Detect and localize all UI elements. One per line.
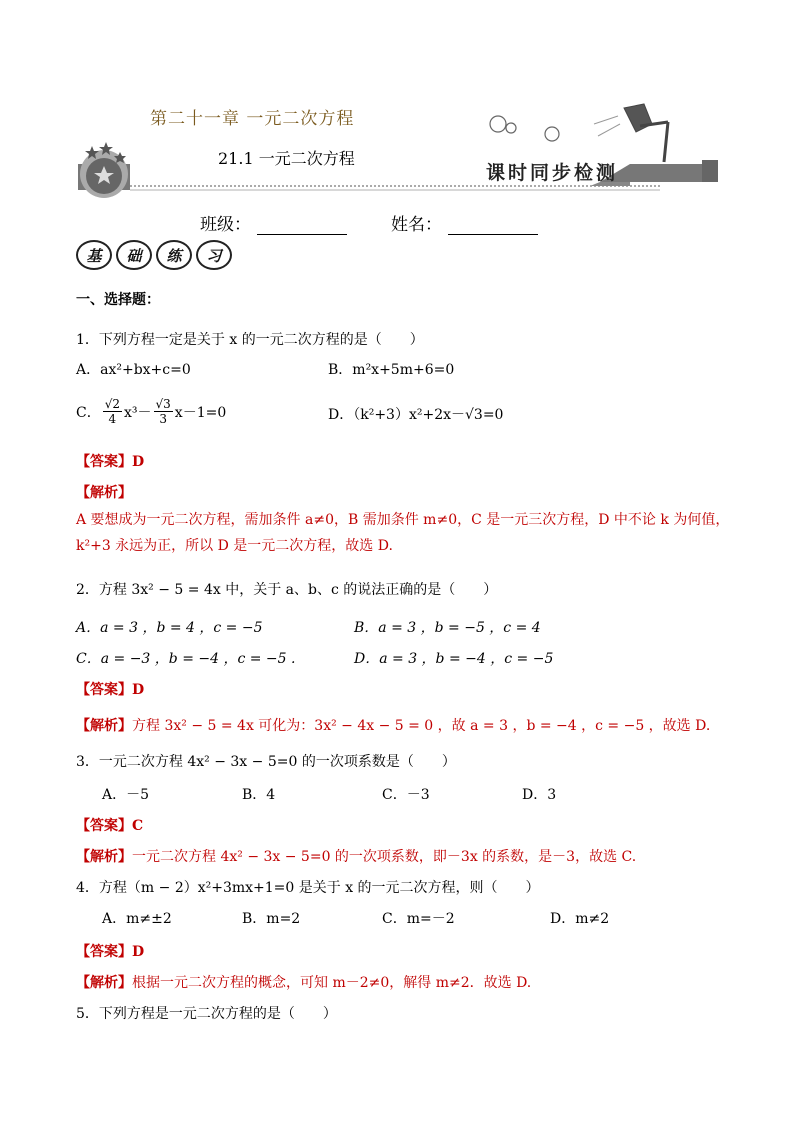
question-2-analysis-row xyxy=(76,715,710,735)
question-4-analysis: 根据一元二次方程的概念，可知 m－2≠0，解得 m≠2．故选 D. xyxy=(132,975,532,991)
question-3-option-a: A．－5 xyxy=(102,787,150,803)
question-1-analysis: A 要想成为一元二次方程，需加条件 a≠0，B 需加条件 m≠0，C 是一元三次方程，D 中不论 k 为何值，k²+3 永远为正，所以 D 是一元二次方程，故选 D. xyxy=(76,512,730,554)
class-blank[interactable] xyxy=(257,217,347,235)
question-2-option-a: A．a = 3 ，b = 4 ，c = −5 xyxy=(76,620,263,636)
question-3-analysis: 一元二次方程 4x² − 3x − 5=0 的一次项系数，即－3x 的系数，是－3，故选 C. xyxy=(132,849,637,865)
question-1-option-d: D．（k²+3）x²+2x－√3=0 xyxy=(328,407,504,423)
question-2-analysis-label: 【解析】 xyxy=(76,718,132,734)
question-4-analysis-label: 【解析】 xyxy=(76,975,132,991)
basic-practice-badges xyxy=(76,240,232,270)
chapter-title: 第二十一章 一元二次方程 xyxy=(150,109,355,129)
class-label: 班级： xyxy=(200,215,251,235)
question-2-option-b: B．a = 3 ，b = −5 ，c = 4 xyxy=(354,620,541,636)
question-4-option-d: D．m≠2 xyxy=(550,911,610,927)
question-1-option-a: A．ax²+bx+c=0 xyxy=(76,362,191,378)
lamp-icon xyxy=(594,104,668,162)
question-2-option-c: C．a = −3 ，b = −4 ，c = −5 . xyxy=(76,651,296,667)
question-4-option-a: A．m≠±2 xyxy=(102,911,172,927)
badge-char: 础 xyxy=(116,240,152,270)
header-decoration xyxy=(0,0,794,200)
question-1-option-c: C． $\frac{√2}{4}$ x³－ $\frac{√3}{3}$ x－1=0 xyxy=(76,397,227,426)
question-4-analysis-row xyxy=(76,972,531,992)
badge-char: 练 xyxy=(156,240,192,270)
question-3-analysis-label: 【解析】 xyxy=(76,849,132,865)
question-1-stem: 1．下列方程一定是关于 x 的一元二次方程的是（ ） xyxy=(76,332,424,348)
question-3-stem: 3．一元二次方程 4x² − 3x − 5=0 的一次项系数是（ ） xyxy=(76,754,456,770)
question-2-stem: 2．方程 3x² − 5 = 4x 中，关于 a、b、c 的说法正确的是（ ） xyxy=(76,582,498,598)
fraction: $\frac{√2}{4}$ xyxy=(104,397,120,426)
question-5-stem: 5．下列方程是一元二次方程的是（ ） xyxy=(76,1006,337,1022)
name-blank[interactable] xyxy=(448,217,538,235)
question-3-answer: 【答案】C xyxy=(76,818,144,834)
brand-text: 课时同步检测 xyxy=(486,162,619,184)
section-title: 21.1 一元二次方程 xyxy=(218,149,355,168)
page-header xyxy=(0,0,794,200)
question-3-analysis-row xyxy=(76,846,636,866)
question-2-option-d: D．a = 3 ，b = −4 ，c = −5 xyxy=(354,651,554,667)
name-label: 姓名： xyxy=(391,215,442,235)
question-3-option-b: B．4 xyxy=(242,787,276,803)
question-4-stem: 4．方程（m − 2）x²+3mx+1=0 是关于 x 的一元二次方程，则（ ） xyxy=(76,880,540,896)
section-heading: 一、选择题： xyxy=(76,292,160,308)
question-1-option-b: B．m²x+5m+6=0 xyxy=(328,362,455,378)
question-2-analysis: 方程 3x² − 5 = 4x 可化为：3x² − 4x − 5 = 0 ，故 a = 3 ，b = −4 ，c = −5 ，故选 D. xyxy=(132,718,711,734)
question-4-answer: 【答案】D xyxy=(76,944,145,960)
star-badge-icon xyxy=(78,142,130,198)
question-1-answer: 【答案】D xyxy=(76,454,145,470)
question-3-option-d: D．3 xyxy=(522,787,557,803)
question-4-option-c: C．m=－2 xyxy=(382,911,455,927)
badge-char: 基 xyxy=(76,240,112,270)
question-2-answer: 【答案】D xyxy=(76,682,145,698)
bubbles-icon xyxy=(490,116,559,141)
question-3-option-c: C．－3 xyxy=(382,787,430,803)
student-info-row xyxy=(200,210,538,235)
fraction: $\frac{√3}{3}$ xyxy=(155,397,171,426)
question-1-analysis-label: 【解析】 xyxy=(76,485,132,501)
question-4-option-b: B．m=2 xyxy=(242,911,301,927)
badge-char: 习 xyxy=(196,240,232,270)
